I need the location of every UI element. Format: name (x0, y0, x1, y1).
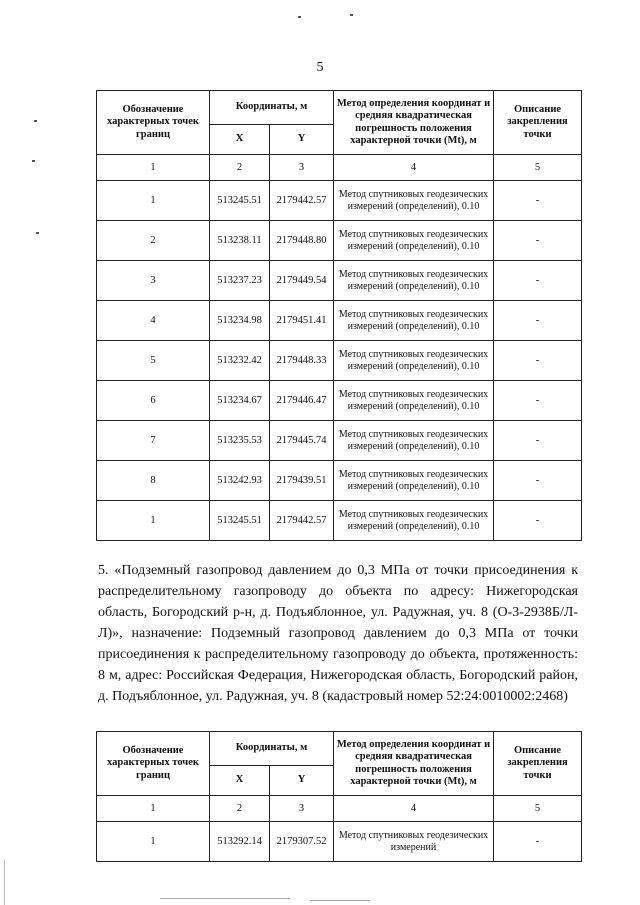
column-number: 3 (270, 796, 334, 822)
header-point-designation: Обозначение характерных точек границ (97, 732, 210, 796)
method-cell: Метод спутниковых геодезических измерений (определений), 0.10 (334, 461, 494, 501)
column-number: 4 (334, 796, 494, 822)
y-coordinate-cell: 2179442.57 (270, 181, 334, 221)
table-row (97, 822, 582, 862)
column-number: 2 (210, 155, 270, 181)
column-number: 2 (210, 796, 270, 822)
x-coordinate-cell: 513245.51 (210, 181, 270, 221)
scan-edge (310, 900, 370, 901)
y-coordinate-cell: 2179442.57 (270, 501, 334, 541)
description-cell: - (494, 341, 582, 381)
x-coordinate-cell: 513238.11 (210, 221, 270, 261)
header-coordinates: Координаты, м (210, 732, 334, 766)
table-row (97, 421, 582, 461)
x-coordinate-cell: 513234.67 (210, 381, 270, 421)
x-coordinate-cell: 513237.23 (210, 261, 270, 301)
table-row (97, 381, 582, 421)
x-coordinate-cell: 513235.53 (210, 421, 270, 461)
point-cell: 4 (97, 301, 210, 341)
y-coordinate-cell: 2179451.41 (270, 301, 334, 341)
method-cell: Метод спутниковых геодезических измерений (определений), 0.10 (334, 341, 494, 381)
method-cell: Метод спутниковых геодезических измерений (определений), 0.10 (334, 421, 494, 461)
scan-speck (298, 16, 301, 18)
table-row (97, 221, 582, 261)
header-x: X (210, 766, 270, 796)
table-row (97, 301, 582, 341)
header-method: Метод определения координат и средняя квадратическая погрешность положения характерной точки (Mt), м (334, 732, 494, 796)
description-cell: - (494, 822, 582, 862)
point-cell: 1 (97, 501, 210, 541)
y-coordinate-cell: 2179448.33 (270, 341, 334, 381)
point-cell: 6 (97, 381, 210, 421)
point-cell: 1 (97, 181, 210, 221)
coordinates-table-2 (96, 731, 582, 862)
description-cell: - (494, 421, 582, 461)
column-number: 4 (334, 155, 494, 181)
y-coordinate-cell: 2179448.80 (270, 221, 334, 261)
column-number: 1 (97, 796, 210, 822)
header-coordinates: Координаты, м (210, 91, 334, 125)
scan-speck (34, 120, 37, 122)
point-cell: 7 (97, 421, 210, 461)
header-point-designation: Обозначение характерных точек границ (97, 91, 210, 155)
scan-speck (36, 232, 39, 234)
scan-speck (32, 160, 35, 162)
method-cell: Метод спутниковых геодезических измерений (определений), 0.10 (334, 381, 494, 421)
description-cell: - (494, 461, 582, 501)
description-cell: - (494, 381, 582, 421)
table-2-body (97, 822, 582, 862)
description-cell: - (494, 181, 582, 221)
table-row (97, 341, 582, 381)
description-cell: - (494, 261, 582, 301)
point-cell: 3 (97, 261, 210, 301)
page-number: 5 (316, 60, 324, 75)
object-description-paragraph: 5. «Подземный газопровод давлением до 0,3 МПа от точки присоединения к распределительному газопроводу до объекта по адресу: Нижегородская область, Богородский р-н, д. Подъяблонное, ул. Радужная, уч. 8 (О-3-2938Б/Л-Л)», назначение: Подземный газопровод давлением до 0,3 МПа от точки присоединения к распределительному газопроводу до объекта, протяженность: 8 м, адрес: Российская Федерация, Нижегородская область, Богородский район, д. Подъяблонное, ул. Радужная, уч. 8 (кадастровый номер 52:24:0010002:2468) (98, 563, 578, 704)
description-cell: - (494, 221, 582, 261)
column-number: 5 (494, 155, 582, 181)
table-1-body (97, 181, 582, 541)
x-coordinate-cell: 513242.93 (210, 461, 270, 501)
point-cell: 1 (97, 822, 210, 862)
header-method: Метод определения координат и средняя квадратическая погрешность положения характерной точки (Mt), м (334, 91, 494, 155)
header-y: Y (270, 125, 334, 155)
header-x: X (210, 125, 270, 155)
table-row (97, 181, 582, 221)
table-row (97, 501, 582, 541)
coordinates-table-1 (96, 90, 582, 541)
column-number: 1 (97, 155, 210, 181)
method-cell: Метод спутниковых геодезических измерений (определений), 0.10 (334, 301, 494, 341)
header-description: Описание закрепления точки (494, 732, 582, 796)
scan-edge (4, 860, 5, 905)
point-cell: 5 (97, 341, 210, 381)
y-coordinate-cell: 2179307.52 (270, 822, 334, 862)
column-number: 5 (494, 796, 582, 822)
x-coordinate-cell: 513234.98 (210, 301, 270, 341)
method-cell: Метод спутниковых геодезических измерений (334, 822, 494, 862)
point-cell: 2 (97, 221, 210, 261)
scan-speck (350, 14, 353, 16)
header-description: Описание закрепления точки (494, 91, 582, 155)
y-coordinate-cell: 2179449.54 (270, 261, 334, 301)
x-coordinate-cell: 513245.51 (210, 501, 270, 541)
x-coordinate-cell: 513292.14 (210, 822, 270, 862)
description-cell: - (494, 501, 582, 541)
scan-edge (160, 898, 290, 899)
description-cell: - (494, 301, 582, 341)
method-cell: Метод спутниковых геодезических измерений (определений), 0.10 (334, 181, 494, 221)
y-coordinate-cell: 2179446.47 (270, 381, 334, 421)
y-coordinate-cell: 2179445.74 (270, 421, 334, 461)
method-cell: Метод спутниковых геодезических измерений (определений), 0.10 (334, 261, 494, 301)
method-cell: Метод спутниковых геодезических измерений (определений), 0.10 (334, 221, 494, 261)
point-cell: 8 (97, 461, 210, 501)
table-row (97, 461, 582, 501)
column-number: 3 (270, 155, 334, 181)
table-row (97, 261, 582, 301)
method-cell: Метод спутниковых геодезических измерений (определений), 0.10 (334, 501, 494, 541)
y-coordinate-cell: 2179439.51 (270, 461, 334, 501)
x-coordinate-cell: 513232.42 (210, 341, 270, 381)
header-y: Y (270, 766, 334, 796)
